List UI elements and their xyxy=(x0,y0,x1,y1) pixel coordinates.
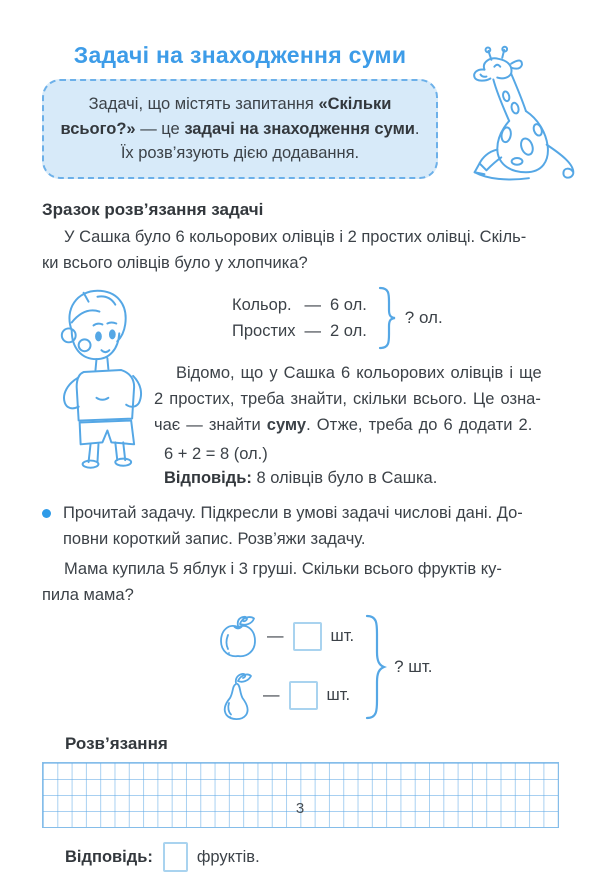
definition-box xyxy=(42,79,438,179)
pear-row xyxy=(218,672,354,720)
definition-bold-1: «Скільки xyxy=(318,95,392,113)
task-instruction-line-1: Прочитай задачу. Підкресли в умові задачі числові дані. До- xyxy=(63,504,523,522)
explanation-bold-sum: суму xyxy=(266,416,307,434)
sample-equation: 6 + 2 = 8 (ол.) xyxy=(164,445,268,463)
task-instruction xyxy=(42,500,557,552)
solution-heading: Розв’язання xyxy=(65,734,168,753)
header-section xyxy=(42,42,557,188)
sample-problem-line-1: У Сашка було 6 кольорових олівців і 2 простих олівці. Скіль- xyxy=(64,228,527,246)
boy-illustration xyxy=(42,278,148,488)
task-answer-label: Відповідь: xyxy=(65,847,153,866)
definition-bold-3: задачі на знаходження суми xyxy=(184,119,415,138)
boy-icon xyxy=(42,278,146,470)
definition-text-2: — це xyxy=(135,119,185,138)
task-instruction-text xyxy=(63,500,523,552)
sample-explanation xyxy=(154,360,557,438)
task-answer xyxy=(65,842,557,872)
fruit-rows xyxy=(218,615,354,720)
task-problem-line-2: пила мама? xyxy=(42,586,134,604)
solution-grid[interactable] xyxy=(42,762,559,828)
page-title: Задачі на знаходження суми xyxy=(73,42,407,68)
pear-icon xyxy=(218,672,254,720)
giraffe-illustration xyxy=(446,46,594,188)
short-record xyxy=(232,286,557,350)
definition-text-4: Їх розв’язують дією додавання. xyxy=(120,144,360,162)
sample-problem-line-2: ки всього олівців було у хлопчика? xyxy=(42,254,308,272)
apple-icon xyxy=(218,615,258,659)
short-record-total: ? ол. xyxy=(404,308,443,327)
task-instruction-line-2: повни короткий запис. Розв’яжи задачу. xyxy=(63,530,366,548)
apple-row xyxy=(218,615,354,659)
explanation-line-3b: . Отже, треба до 6 додати 2. xyxy=(306,416,533,434)
short-record-row2-dash: — xyxy=(304,321,321,340)
task-problem-text xyxy=(42,556,557,608)
sample-right-column xyxy=(148,278,557,488)
explanation-line-2: 2 простих, треба знайти, скільки всього. Це озна- xyxy=(154,390,541,408)
definition-text-1: Задачі, що містять запитання xyxy=(88,95,319,113)
definition-bold-2: всього?» xyxy=(60,119,136,138)
curly-brace-icon xyxy=(377,286,397,350)
sample-answer-label: Відповідь: xyxy=(164,469,252,487)
bullet-icon xyxy=(42,509,51,518)
task-problem-line-1: Мама купила 5 яблук і 3 груші. Скільки всього фруктів ку- xyxy=(64,560,502,578)
sample-body-section xyxy=(42,278,557,488)
sample-answer-text: 8 олівців було в Сашка. xyxy=(256,469,438,487)
short-record-row2-label: Простих xyxy=(232,321,296,340)
task-answer-suffix: фруктів. xyxy=(196,847,260,866)
apple-count-box[interactable] xyxy=(293,622,322,651)
short-record-rows xyxy=(232,296,367,341)
short-record-row2-value: 2 ол. xyxy=(330,321,367,340)
explanation-line-3a: чає — знайти xyxy=(154,416,267,434)
curly-brace-icon xyxy=(364,614,386,720)
short-record-row1-dash: — xyxy=(304,295,321,314)
header-left-column xyxy=(42,42,438,179)
short-record-row1-label: Кольор. xyxy=(232,295,292,314)
answer-input-box[interactable] xyxy=(163,842,188,872)
pear-row-unit: шт. xyxy=(326,686,351,704)
apple-row-dash: — xyxy=(267,627,284,645)
short-record-row1-value: 6 ол. xyxy=(330,295,367,314)
apple-row-unit: шт. xyxy=(330,627,355,645)
sample-answer xyxy=(164,469,557,488)
pear-row-dash: — xyxy=(263,686,280,704)
definition-text-3: . xyxy=(414,119,420,138)
task-short-record xyxy=(218,614,557,720)
sample-heading: Зразок розв’язання задачі xyxy=(42,200,264,219)
explanation-line-1: Відомо, що у Сашка 6 кольорових олівців і ще xyxy=(176,364,542,382)
page-number: 3 xyxy=(295,800,305,817)
giraffe-icon xyxy=(446,46,594,188)
sample-problem-text xyxy=(42,224,557,276)
pear-count-box[interactable] xyxy=(289,681,318,710)
task-total: ? шт. xyxy=(394,657,433,676)
